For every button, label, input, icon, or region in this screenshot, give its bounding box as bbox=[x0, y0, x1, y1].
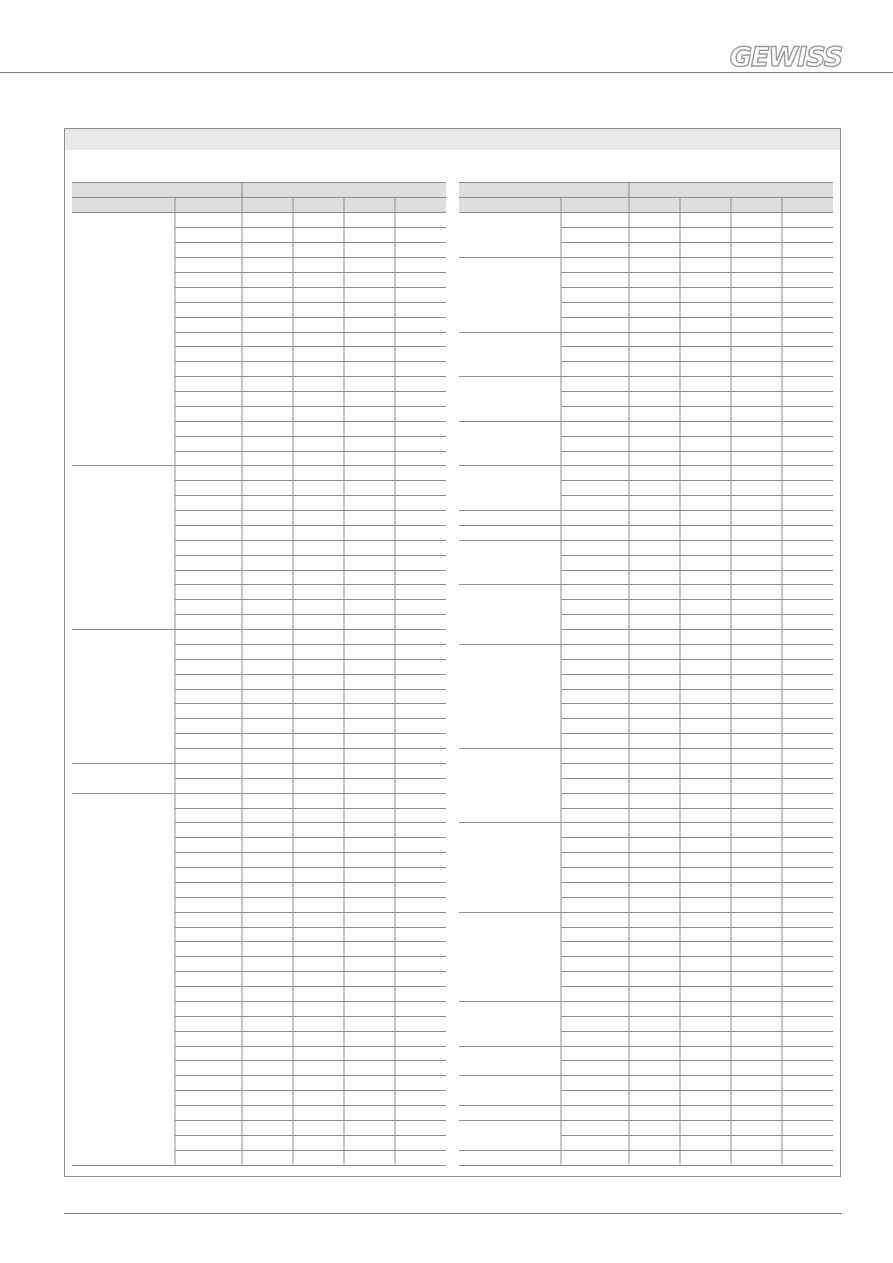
left-table-header-row-2 bbox=[72, 198, 446, 213]
footer-rule bbox=[64, 1213, 842, 1214]
right-table-header-row-2 bbox=[459, 198, 833, 213]
left-table-header-row-1 bbox=[72, 183, 446, 198]
logo-lettering: GEWISS bbox=[729, 42, 843, 70]
right-table-header-row-1 bbox=[459, 183, 833, 198]
